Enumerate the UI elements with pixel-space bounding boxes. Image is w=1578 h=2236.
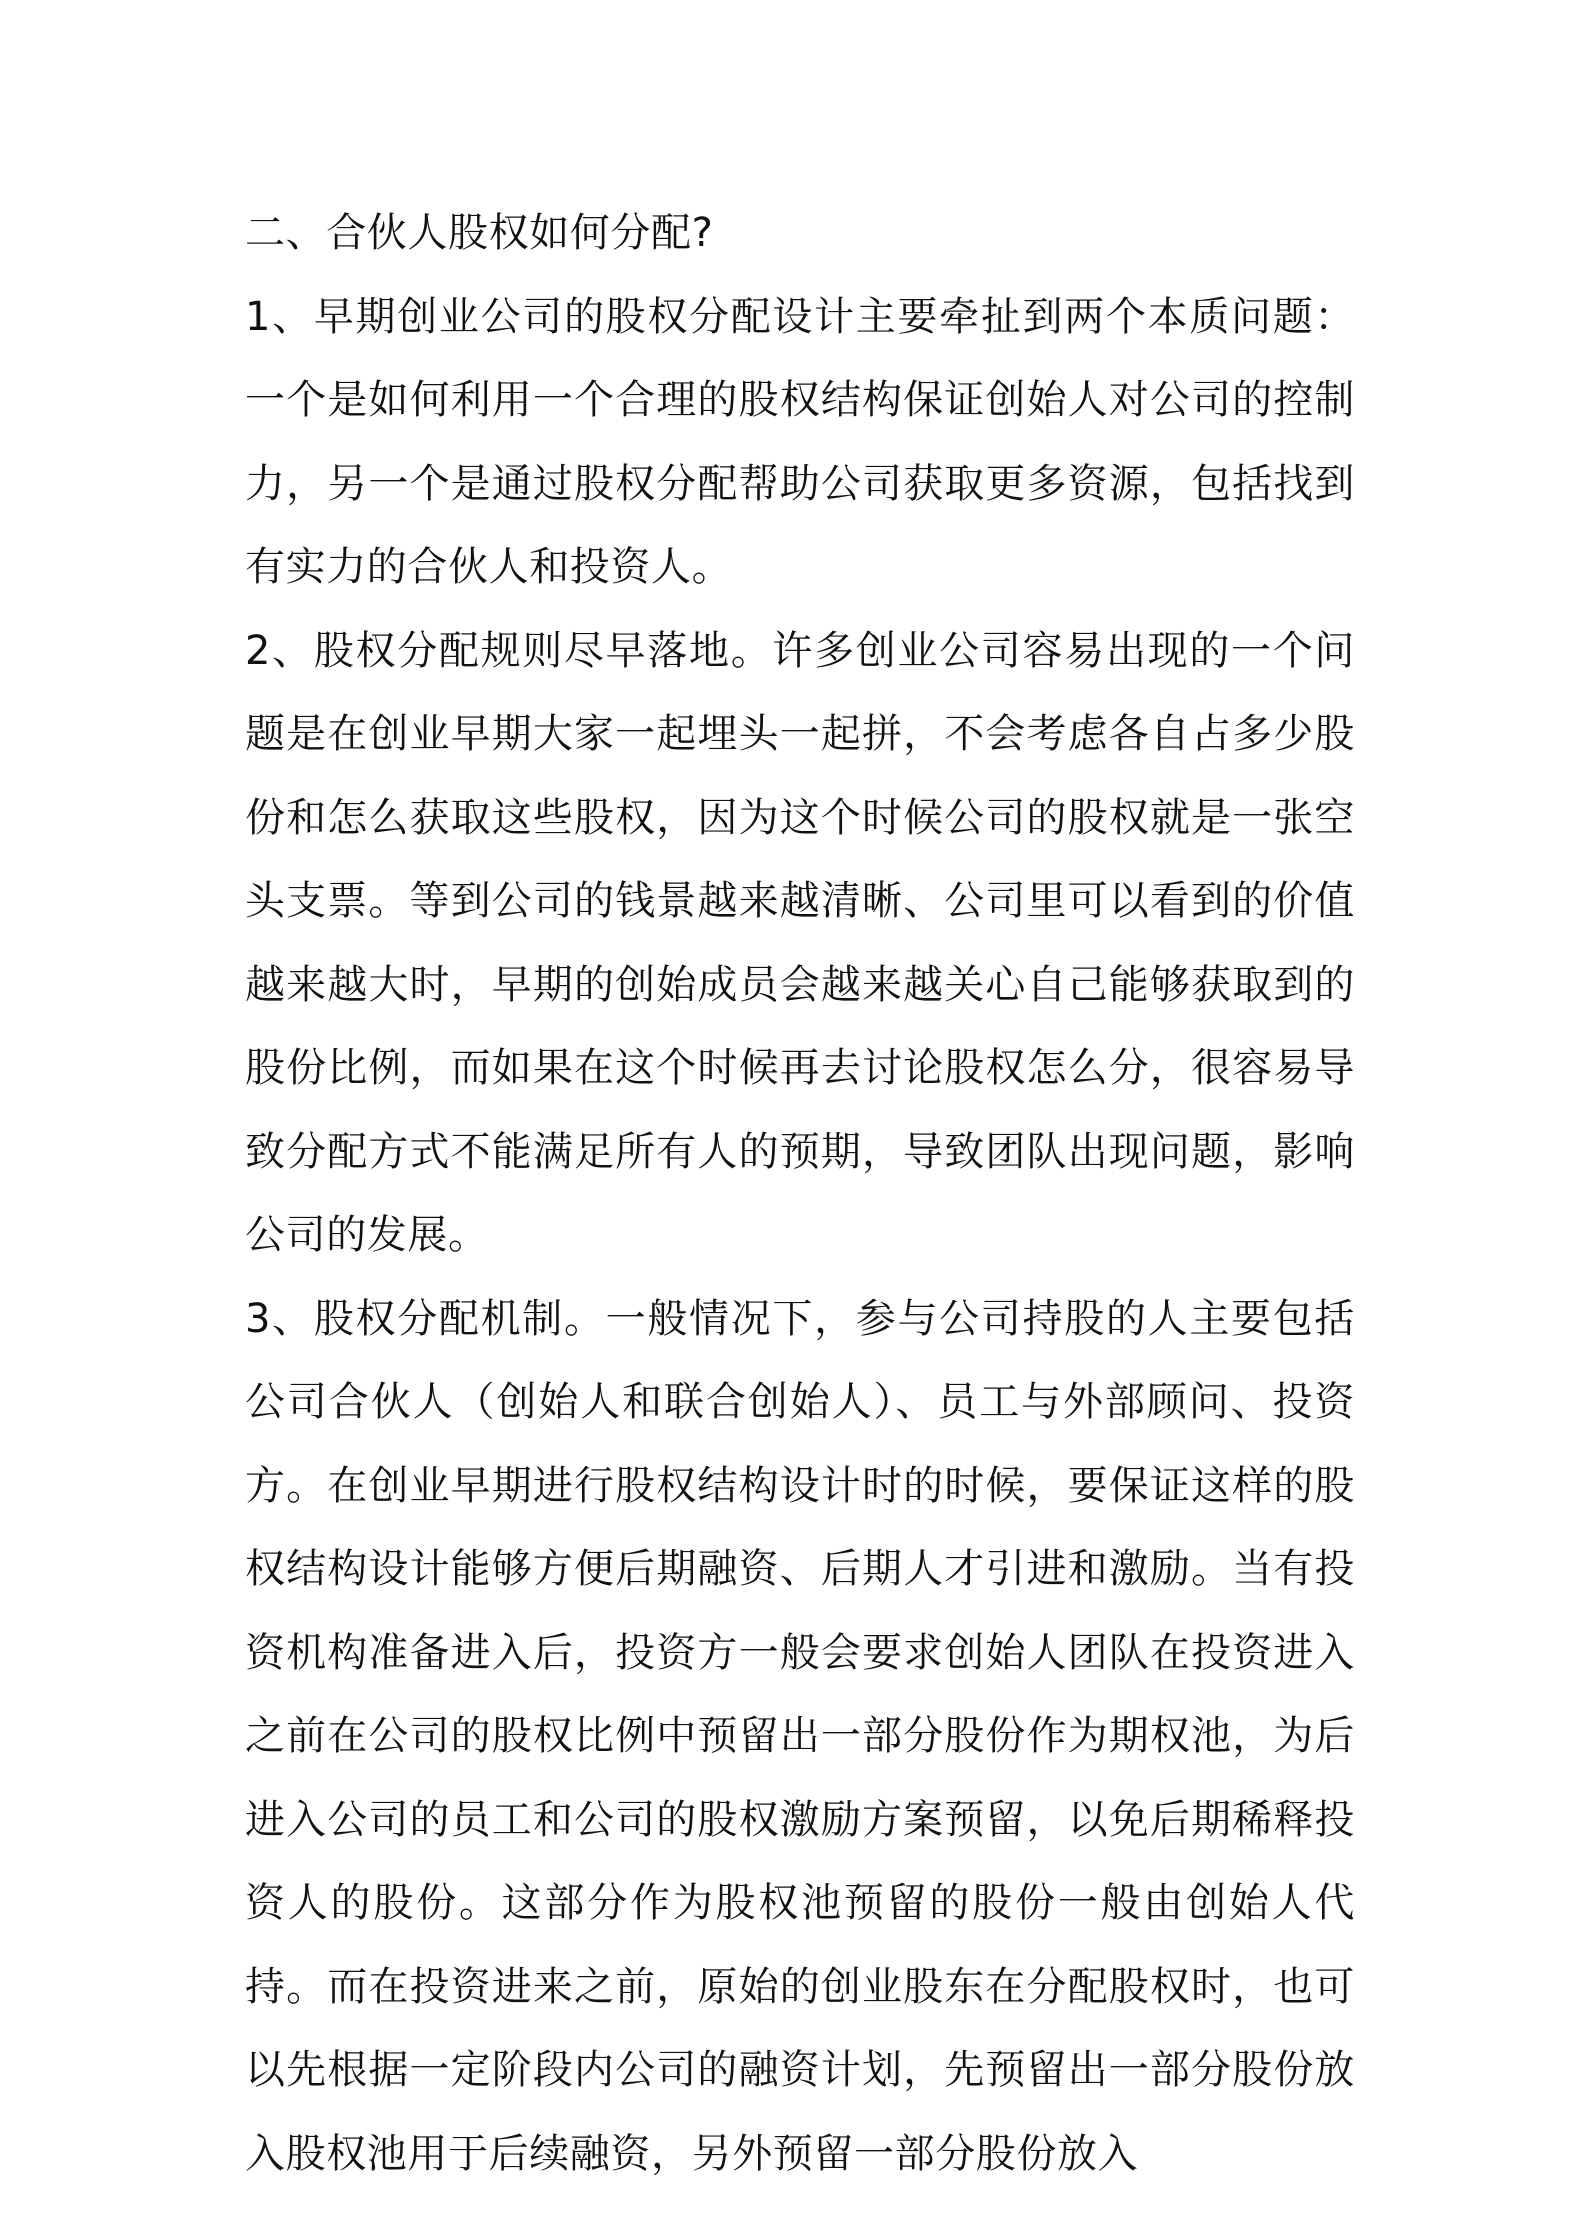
paragraph-2: 2、股权分配规则尽早落地。许多创业公司容易出现的一个问题是在创业早期大家一起埋头一起拼，不会考虑各自占多少股份和怎么获取这些股权，因为这个时候公司的股权就是一张空头支票。等到公司的钱景越来越清晰、公司里可以看到的价值越来越大时，早期的创始成员会越来越关心自己能够获取到的股份比例，而如果在这个时候再去讨论股权怎么分，很容易导致分配方式不能满足所有人的预期，导致团队出现问题，影响公司的发展。 xyxy=(245,627,1355,1258)
paragraph-3: 3、股权分配机制。一般情况下，参与公司持股的人主要包括公司合伙人（创始人和联合创始人）、员工与外部顾问、投资方。在创业早期进行股权结构设计时的时候，要保证这样的股权结构设计能够方便后期融资、后期人才引进和激励。当有投资机构准备进入后，投资方一般会要求创始人团队在投资进入之前在公司的股权比例中预留出一部分股份作为期权池，为后进入公司的员工和公司的股权激励方案预留，以免后期稀释投资人的股份。这部分作为股权池预留的股份一般由创始人代持。而在投资进来之前，原始的创业股东在分配股权时，也可以先根据一定阶段内公司的融资计划，先预留出一部分股份放入股权池用于后续融资，另外预留一部分股份放入 xyxy=(245,1295,1355,2177)
document-body xyxy=(245,192,1355,2196)
paragraph-1: 1、早期创业公司的股权分配设计主要牵扯到两个本质问题：一个是如何利用一个合理的股权结构保证创始人对公司的控制力，另一个是通过股权分配帮助公司获取更多资源，包括找到有实力的合伙人和投资人。 xyxy=(245,293,1355,590)
section-heading: 二、合伙人股权如何分配? xyxy=(245,210,714,256)
